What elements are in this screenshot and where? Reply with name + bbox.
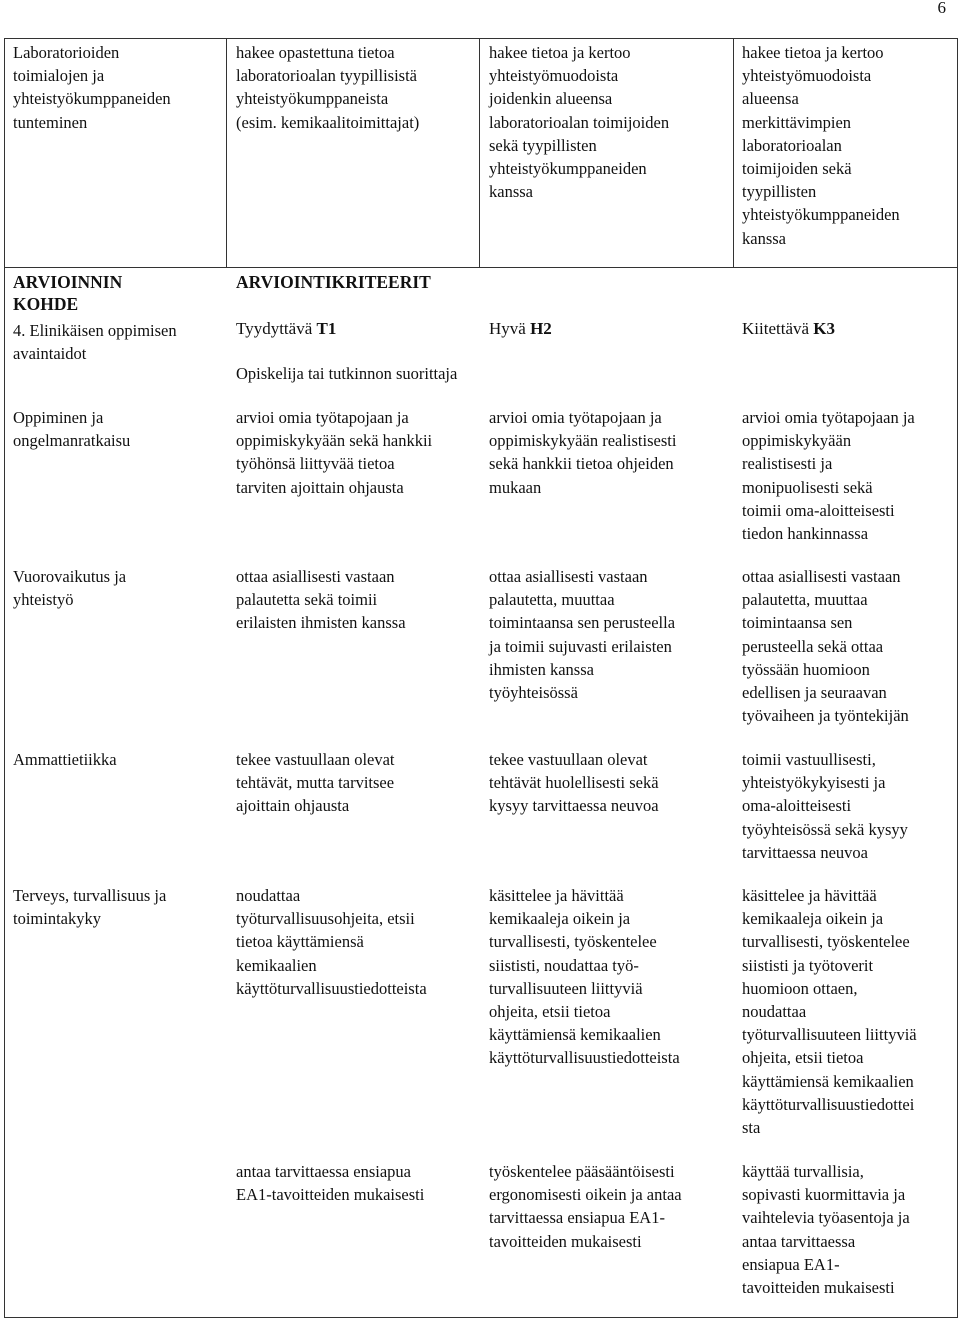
criterion-t1: hakee opastettuna tietoa laboratorioalan tyypillisistä yhteistyökumppaneista (esim. kemikaalitoimittajat) (236, 43, 420, 132)
criterion-t1: noudattaa työturvallisuusohjeita, etsii tietoa käyttämiensä kemikaalien käyttöturvallisuustiedotteista (236, 886, 427, 998)
criterion-k3: toimii vastuullisesti, yhteistyökykyisesti ja oma-aloitteisesti työyhteisössä sekä kysyy tarvittaessa neuvoa (742, 750, 908, 862)
table-border-left (4, 38, 5, 1318)
row-label-health-safety: Terveys, turvallisuus ja toimintakyky (13, 886, 167, 929)
column-divider (226, 38, 227, 267)
criterion-t1: antaa tarvittaessa ensiapua EA1-tavoitteiden mukaisesti (236, 1162, 425, 1205)
row-label-laboratory-fields: Laboratorioiden toimialojen ja yhteistyökumppaneiden tunteminen (13, 43, 171, 132)
column-divider (733, 38, 734, 267)
criterion-h2: tekee vastuullaan olevat tehtävät huolellisesti sekä kysyy tarvittaessa neuvoa (489, 750, 659, 816)
subject-label: Opiskelija tai tutkinnon suorittaja (236, 364, 458, 383)
criterion-h2: käsittelee ja hävittää kemikaaleja oikein ja turvallisesti, työskentelee siististi, noudattaa työ- turvallisuuteen liittyviä ohjeita, etsii tietoa käyttämiensä kemikaalien käyttöturvallisuustiedotteista (489, 886, 680, 1068)
grade-h2-heading: Hyvä H2 (489, 319, 552, 338)
assessment-criteria-heading: ARVIOINTIKRITEERIT (236, 272, 431, 292)
row-label-interaction: Vuorovaikutus ja yhteistyö (13, 567, 127, 610)
criterion-h2: ottaa asiallisesti vastaan palautetta, muuttaa toimintaansa sen perusteella ja toimii sujuvasti erilaisten ihmisten kanssa työyhteisössä (489, 567, 676, 703)
row-divider (4, 267, 958, 268)
criterion-k3: arvioi omia työtapojaan ja oppimiskykyään realistisesti ja monipuolisesti sekä toimii oma-aloitteisesti tiedon hankinnassa (742, 408, 915, 544)
criterion-k3: ottaa asiallisesti vastaan palautetta, muuttaa toimintaansa sen perusteella sekä ottaa työssään huomioon edellisen ja seuraavan työvaiheen ja työntekijän (742, 567, 909, 726)
table-border-top (4, 38, 958, 39)
row-label-learning: Oppiminen ja ongelmanratkaisu (13, 408, 131, 451)
grade-k3-heading: Kiitettävä K3 (742, 319, 836, 338)
criterion-t1: ottaa asiallisesti vastaan palautetta sekä toimii erilaisten ihmisten kanssa (236, 567, 406, 633)
table-border-right (957, 38, 958, 1318)
row-label-ethics: Ammattietiikka (13, 750, 117, 769)
table-border-bottom (4, 1317, 958, 1318)
criterion-k3: käsittelee ja hävittää kemikaaleja oikein ja turvallisesti, työskentelee siististi ja työtoverit huomioon ottaen, noudattaa työturvallisuuteen liittyviä ohjeita, etsii tietoa käyttämiensä kemikaalien käyttöturvallisuustiedottei sta (742, 886, 917, 1138)
page-number: 6 (937, 0, 946, 17)
criterion-t1: tekee vastuullaan olevat tehtävät, mutta tarvitsee ajoittain ohjausta (236, 750, 395, 816)
criterion-k3: hakee tietoa ja kertoo yhteistyömuodoista alueensa merkittävimpien laboratorioalan toimijoiden sekä tyypillisten yhteistyökumppaneiden kanssa (742, 43, 900, 248)
criterion-h2: hakee tietoa ja kertoo yhteistyömuodoista joidenkin alueensa laboratorioalan toimijoiden sekä tyypillisten yhteistyökumppaneiden kanssa (489, 43, 670, 202)
criteria-table (4, 38, 958, 1318)
section-title: 4. Elinikäisen oppimisen avaintaidot (13, 321, 177, 364)
criterion-t1: arvioi omia työtapojaan ja oppimiskykyään sekä hankkii työhönsä liittyvää tietoa tarviten ajoittain ohjausta (236, 408, 433, 497)
criterion-h2: arvioi omia työtapojaan ja oppimiskykyään realistisesti sekä hankkii tietoa ohjeiden mukaan (489, 408, 677, 497)
criterion-h2: työskentelee pääsääntöisesti ergonomisesti oikein ja antaa tarvittaessa ensiapua EA1- tavoitteiden mukaisesti (489, 1162, 682, 1251)
grade-t1-heading: Tyydyttävä T1 (236, 319, 337, 338)
criterion-k3: käyttää turvallisia, sopivasti kuormittavia ja vaihtelevia työasentoja ja antaa tarvittaessa ensiapua EA1- tavoitteiden mukaisesti (742, 1162, 910, 1298)
assessment-target-heading: ARVIOINNIN KOHDE (13, 272, 123, 314)
